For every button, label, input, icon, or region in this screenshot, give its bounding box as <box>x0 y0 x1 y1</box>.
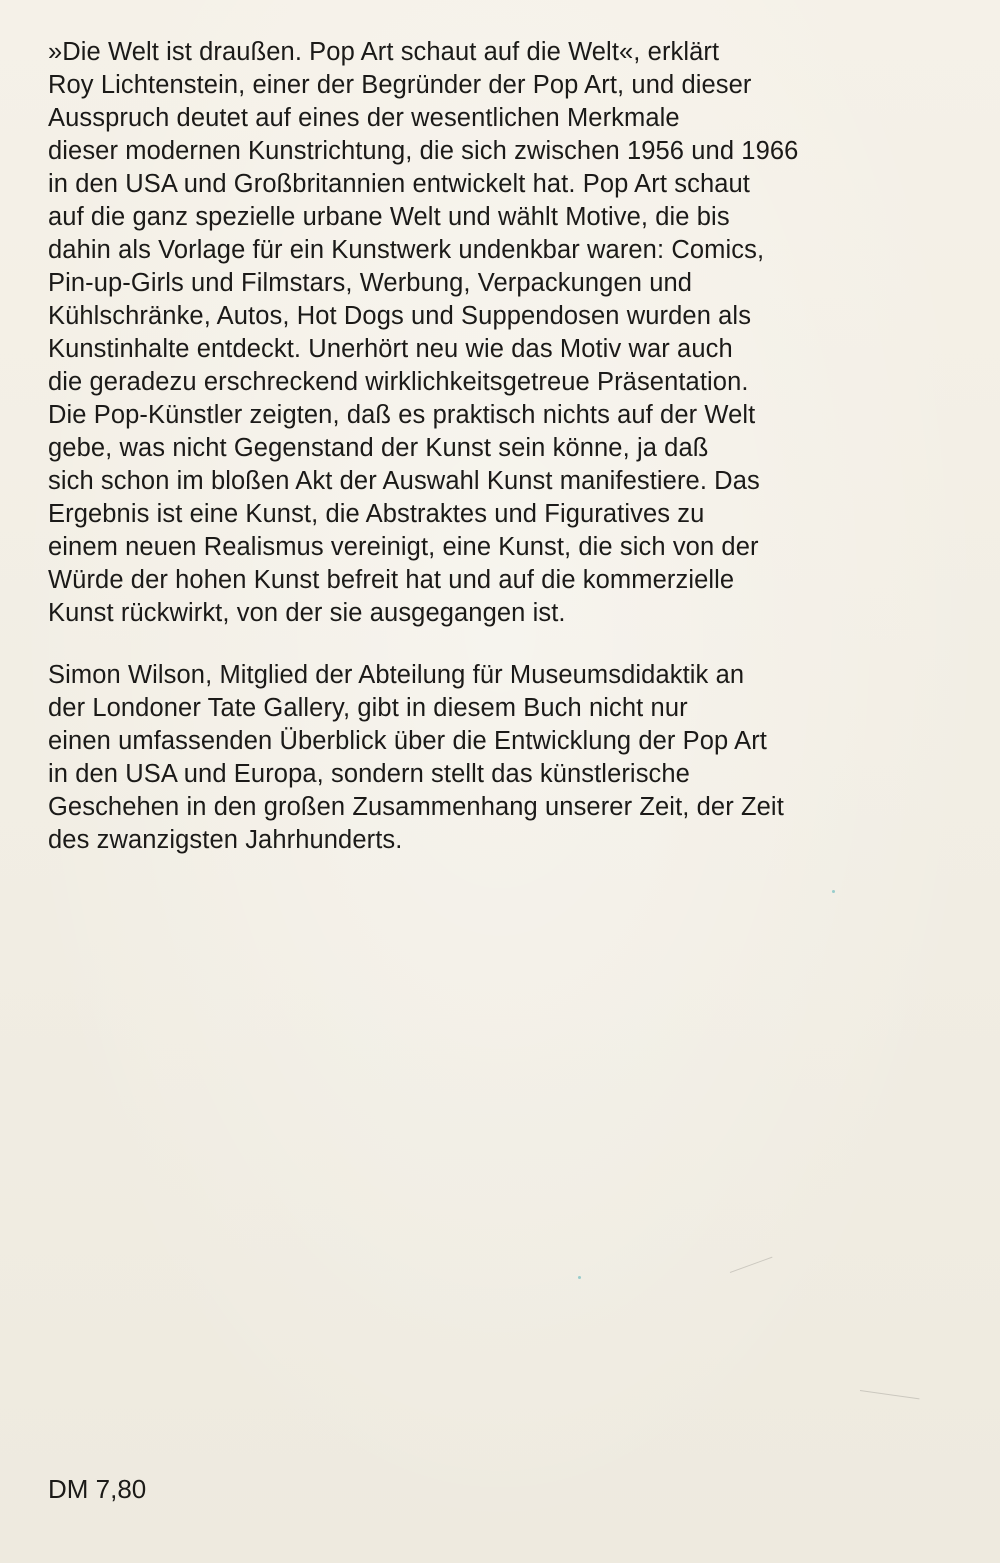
paper-speck <box>578 1276 581 1279</box>
text-line: der Londoner Tate Gallery, gibt in diesem Buch nicht nur <box>48 694 688 722</box>
blurb-paragraph-1 <box>48 36 918 630</box>
paper-scuff <box>730 1257 773 1273</box>
text-line: Würde der hohen Kunst befreit hat und auf die kommerzielle <box>48 566 735 594</box>
text-line: Kunstinhalte entdeckt. Unerhört neu wie das Motiv war auch <box>48 335 733 363</box>
price-label: DM 7,80 <box>48 1474 147 1504</box>
text-line: dieser modernen Kunstrichtung, die sich zwischen 1956 und 1966 <box>48 137 799 165</box>
text-line: Simon Wilson, Mitglied der Abteilung für Museumsdidaktik an <box>48 661 745 689</box>
text-line: des zwanzigsten Jahrhunderts. <box>48 826 403 854</box>
text-line: in den USA und Großbritannien entwickelt hat. Pop Art schaut <box>48 170 750 198</box>
text-line: sich schon im bloßen Akt der Auswahl Kunst manifestiere. Das <box>48 467 760 495</box>
text-line: auf die ganz spezielle urbane Welt und wählt Motive, die bis <box>48 203 730 231</box>
text-line: einen umfassenden Überblick über die Entwicklung der Pop Art <box>48 727 767 755</box>
text-line: Die Pop-Künstler zeigten, daß es praktisch nichts auf der Welt <box>48 401 756 429</box>
text-line: »Die Welt ist draußen. Pop Art schaut auf die Welt«, erklärt <box>48 38 720 66</box>
text-line: Geschehen in den großen Zusammenhang unserer Zeit, der Zeit <box>48 793 784 821</box>
paper-speck <box>832 890 835 893</box>
text-line: Kühlschränke, Autos, Hot Dogs und Suppendosen wurden als <box>48 302 752 330</box>
blurb-paragraph-2 <box>48 659 918 857</box>
text-line: Ausspruch deutet auf eines der wesentlichen Merkmale <box>48 104 680 132</box>
text-line: die geradezu erschreckend wirklichkeitsgetreue Präsentation. <box>48 368 749 396</box>
text-line: Roy Lichtenstein, einer der Begründer der Pop Art, und dieser <box>48 71 752 99</box>
text-line: gebe, was nicht Gegenstand der Kunst sein könne, ja daß <box>48 434 709 462</box>
text-line: dahin als Vorlage für ein Kunstwerk undenkbar waren: Comics, <box>48 236 765 264</box>
text-line: einem neuen Realismus vereinigt, eine Kunst, die sich von der <box>48 533 759 561</box>
text-line: Ergebnis ist eine Kunst, die Abstraktes und Figuratives zu <box>48 500 705 528</box>
paper-scuff <box>860 1390 920 1399</box>
text-line: Kunst rückwirkt, von der sie ausgegangen ist. <box>48 599 566 627</box>
text-line: Pin-up-Girls und Filmstars, Werbung, Verpackungen und <box>48 269 693 297</box>
text-line: in den USA und Europa, sondern stellt das künstlerische <box>48 760 690 788</box>
